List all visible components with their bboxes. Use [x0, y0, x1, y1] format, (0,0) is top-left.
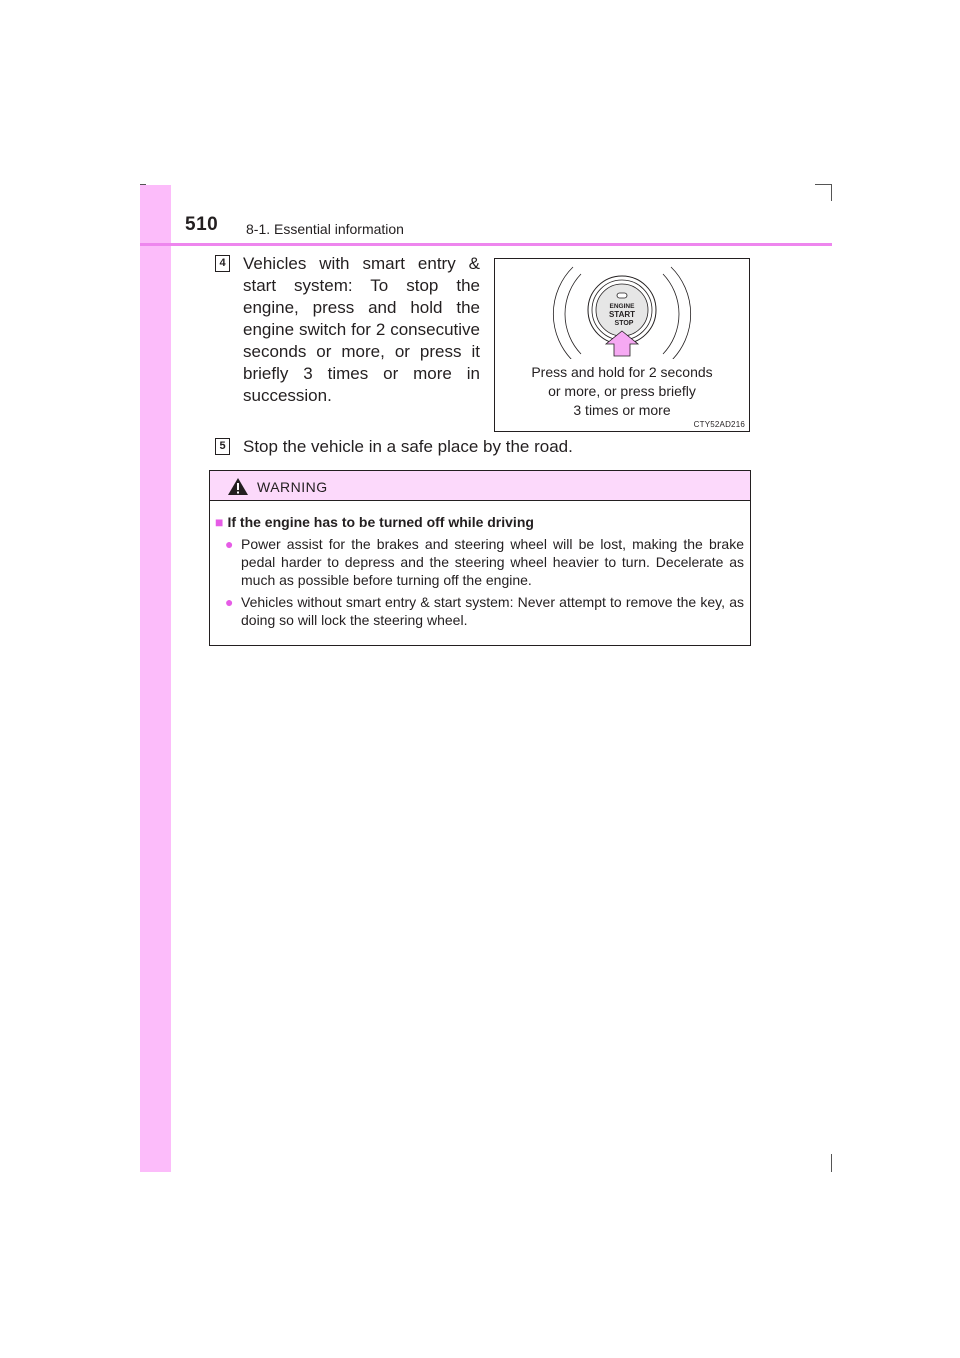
section-title: 8-1. Essential information [246, 221, 404, 237]
warning-bullet-text: Vehicles without smart entry & start system: Never attempt to remove the key, as doing so will lock the steering wheel. [241, 594, 744, 628]
figure-code: CTY52AD216 [693, 420, 745, 429]
crop-mark-bottom-right [831, 1154, 832, 1172]
circle-bullet-icon: ● [225, 536, 234, 552]
figure-caption: Press and hold for 2 seconds or more, or press briefly 3 times or more [531, 364, 713, 418]
warning-bullet-text: Power assist for the brakes and steering wheel will be lost, making the brake pedal harder to depress and the steering wheel heavier to turn. Decelerate as much as possible before turning off the engine. [241, 536, 744, 588]
step-4-text: Vehicles with smart entry & start system: To stop the engine, press and hold the engine switch for 2 consecutive seconds or more, or press it briefly 3 times or more in succession. [243, 254, 480, 405]
crop-mark-top-right-v [831, 184, 832, 201]
warning-heading-text: If the engine has to be turned off while driving [227, 514, 534, 530]
side-tab-bar [140, 185, 171, 1172]
circle-bullet-icon: ● [225, 594, 234, 610]
button-label-start: START [608, 310, 636, 319]
warning-title: WARNING [257, 479, 328, 495]
warning-box [209, 470, 751, 646]
warning-bullet [225, 593, 744, 629]
warning-triangle-icon [227, 477, 249, 496]
warning-heading [215, 514, 534, 530]
step-5-text: Stop the vehicle in a safe place by the road. [243, 437, 573, 456]
button-label-stop: STOP [614, 320, 634, 327]
warning-header [210, 471, 750, 501]
header-rule [140, 243, 832, 246]
crop-mark-top-right [815, 184, 832, 185]
button-label-engine: ENGINE [609, 303, 635, 310]
warning-bullet [225, 535, 744, 589]
step-number-5: 5 [215, 438, 230, 455]
button-labels [495, 259, 749, 359]
crop-mark-top-left [140, 184, 146, 185]
page-number: 510 [185, 214, 219, 235]
square-bullet-icon: ■ [215, 514, 224, 530]
step-number-4: 4 [215, 255, 230, 272]
engine-switch-figure [494, 258, 750, 432]
